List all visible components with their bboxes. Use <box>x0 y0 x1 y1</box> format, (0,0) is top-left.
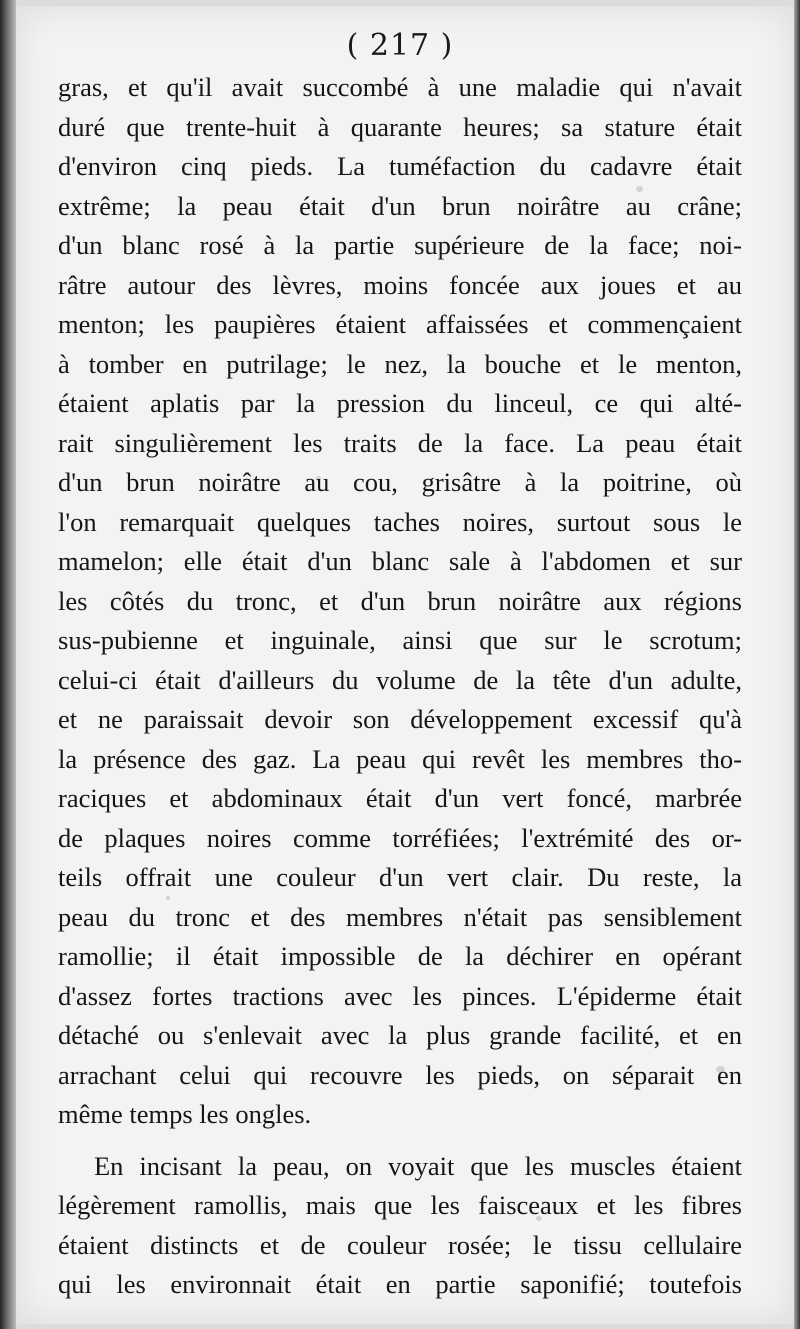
text-line: arrachant celui qui recouvre les pieds, on séparait en <box>58 1059 742 1090</box>
text-line: mamelon; elle était d'un blanc sale à l'abdomen et sur <box>58 546 742 576</box>
text-line: d'un blanc rosé à la partie supérieure de la face; noi- <box>58 230 742 260</box>
text-line: étaient distincts et de couleur rosée; le tissu cellulaire <box>58 1229 742 1260</box>
text-line: détaché ou s'enlevait avec la plus grande facilité, et en <box>58 1020 742 1050</box>
body-text <box>58 68 742 1305</box>
text-line: d'assez fortes tractions avec les pinces. L'épiderme était <box>58 980 742 1011</box>
text-line: ramollie; il était impossible de la déchirer en opérant <box>58 941 742 971</box>
text-line: raciques et abdominaux était d'un vert foncé, marbrée <box>58 783 742 813</box>
text-line: et ne paraissait devoir son développement excessif qu'à <box>58 704 742 734</box>
text-line: légèrement ramollis, mais que les faisceaux et les fibres <box>58 1190 742 1220</box>
text-line: teils offrait une couleur d'un vert clair. Du reste, la <box>58 862 742 892</box>
page-edge-left <box>0 0 16 1329</box>
text-line: qui les environnait était en partie saponifié; toutefois <box>58 1269 742 1299</box>
paragraph-gap <box>58 1135 742 1147</box>
text-line: extrême; la peau était d'un brun noirâtre au crâne; <box>58 190 742 221</box>
text-line: d'environ cinq pieds. La tuméfaction du cadavre était <box>58 151 742 181</box>
text-line: celui-ci était d'ailleurs du volume de la tête d'un adulte, <box>58 664 742 695</box>
text-line: même temps les ongles. <box>58 1099 312 1129</box>
text-line: la présence des gaz. La peau qui revêt les membres tho- <box>58 743 742 774</box>
text-line: étaient aplatis par la pression du linceul, ce qui alté- <box>58 388 742 418</box>
paragraph-1 <box>58 68 742 1135</box>
text-line: menton; les paupières étaient affaissées et commençaient <box>58 309 742 339</box>
text-line: peau du tronc et des membres n'était pas sensiblement <box>58 901 742 932</box>
text-line: de plaques noires comme torréfiées; l'extrémité des or- <box>58 822 742 853</box>
text-line: gras, et qu'il avait succombé à une maladie qui n'avait <box>58 72 742 102</box>
text-line: duré que trente-huit à quarante heures; sa stature était <box>58 111 742 142</box>
text-line: d'un brun noirâtre au cou, grisâtre à la poitrine, où <box>58 467 742 497</box>
page-edge-right <box>794 0 800 1329</box>
text-line: les côtés du tronc, et d'un brun noirâtre aux régions <box>58 585 742 616</box>
text-line: rait singulièrement les traits de la face. La peau était <box>58 427 742 458</box>
text-line: En incisant la peau, on voyait que les muscles étaient <box>94 1150 742 1181</box>
text-line: l'on remarquait quelques taches noires, surtout sous le <box>58 506 742 537</box>
page-number: ( 217 ) <box>346 28 454 63</box>
text-line: râtre autour des lèvres, moins foncée aux joues et au <box>58 269 742 300</box>
text-line: à tomber en putrilage; le nez, la bouche et le menton, <box>58 348 742 379</box>
paragraph-2 <box>58 1147 742 1305</box>
text-line: sus-pubienne et inguinale, ainsi que sur le scrotum; <box>58 625 742 655</box>
